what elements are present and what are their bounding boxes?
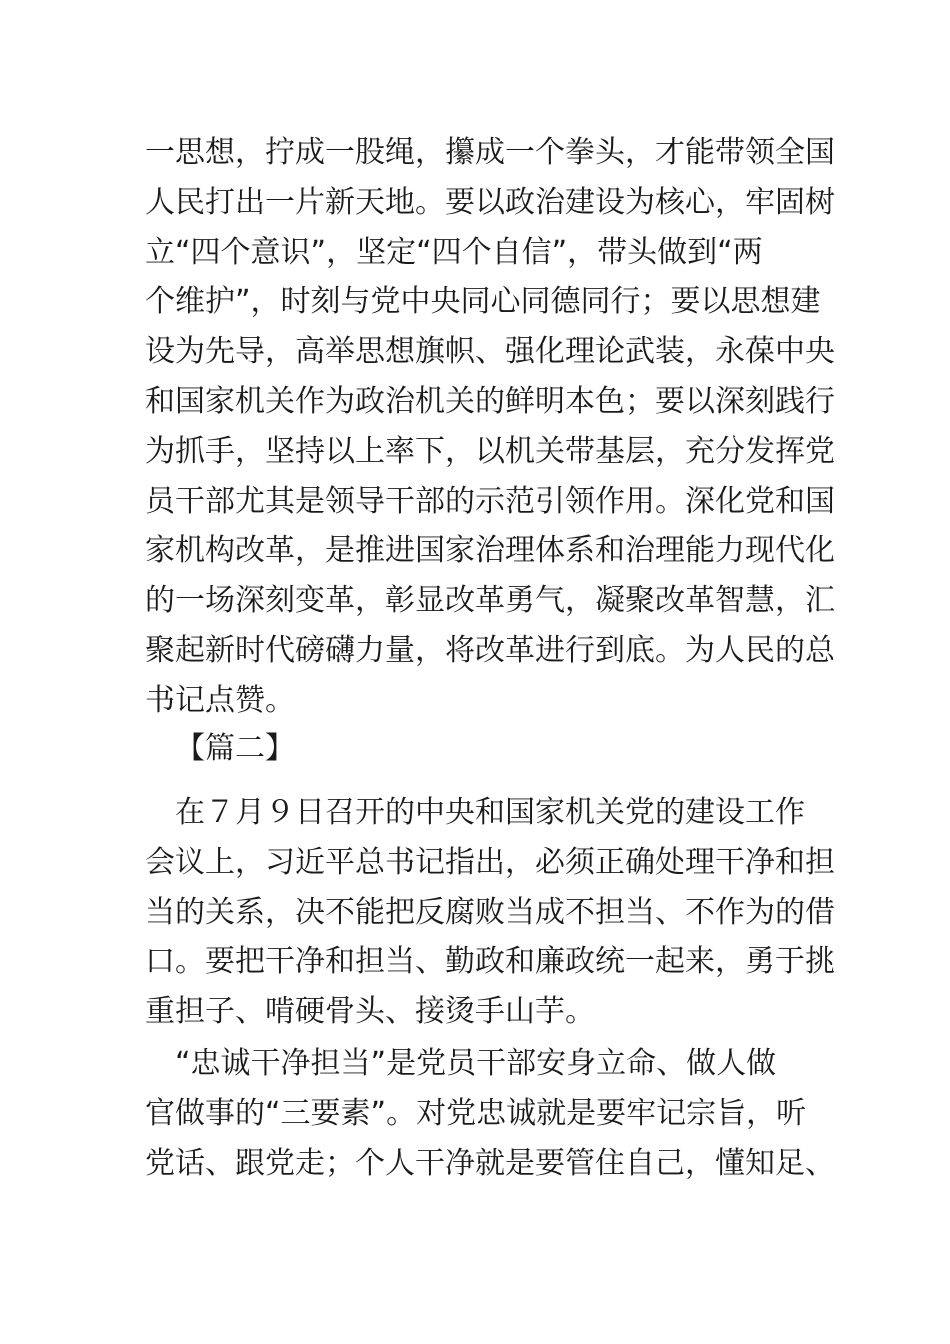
text-line: 党话、跟党走；个人干净就是要管住自己，懂知足、 [145, 1145, 835, 1181]
text-line: 官做事的“三要素”。对党忠诚就是要牢记宗旨，听 [145, 1095, 807, 1131]
text-line: 当的关系，决不能把反腐败当成不担当、不作为的借 [145, 894, 835, 930]
paragraph-3 [145, 1039, 835, 1188]
paragraph-2 [145, 788, 835, 1037]
text-line: 家机构改革，是推进国家治理体系和治理能力现代化 [145, 533, 835, 569]
text-line: 为抓手，坚持以上率下，以机关带基层，充分发挥党 [145, 433, 835, 469]
text-line: 设为先导，高举思想旗帜、强化理论武装，永葆中央 [145, 334, 835, 370]
text-line: 口。要把干净和担当、勤政和廉政统一起来，勇于挑 [145, 944, 835, 980]
text-line: “忠诚干净担当”是党员干部安身立命、做人做 [175, 1046, 777, 1081]
text-line: 聚起新时代磅礴力量，将改革进行到底。为人民的总 [145, 632, 835, 668]
text-line: 人民打出一片新天地。要以政治建设为核心，牢固树 [145, 184, 835, 220]
section-heading-text: 【篇二】 [175, 731, 295, 766]
text-line: 会议上，习近平总书记指出，必须正确处理干净和担 [145, 844, 835, 880]
paragraph-1 [145, 128, 835, 726]
text-line: 一思想，拧成一股绳，攥成一个拳头，才能带领全国 [145, 135, 835, 170]
section-heading [175, 724, 840, 774]
text-line: 的一场深刻变革，彰显改革勇气，凝聚改革智慧，汇 [145, 583, 835, 619]
text-line: 员干部尤其是领导干部的示范引领作用。深化党和国 [145, 483, 835, 519]
text-line: 个维护”，时刻与党中央同心同德同行；要以思想建 [145, 284, 821, 320]
text-line: 在７月９日召开的中央和国家机关党的建设工作 [175, 795, 805, 830]
text-line: 书记点赞。 [145, 682, 295, 718]
text-line: 立“四个意识”，坚定“四个自信”，带头做到“两 [145, 234, 763, 270]
text-line: 重担子、啃硬骨头、接烫手山芋。 [145, 994, 595, 1030]
text-line: 和国家机关作为政治机关的鲜明本色；要以深刻践行 [145, 383, 835, 419]
